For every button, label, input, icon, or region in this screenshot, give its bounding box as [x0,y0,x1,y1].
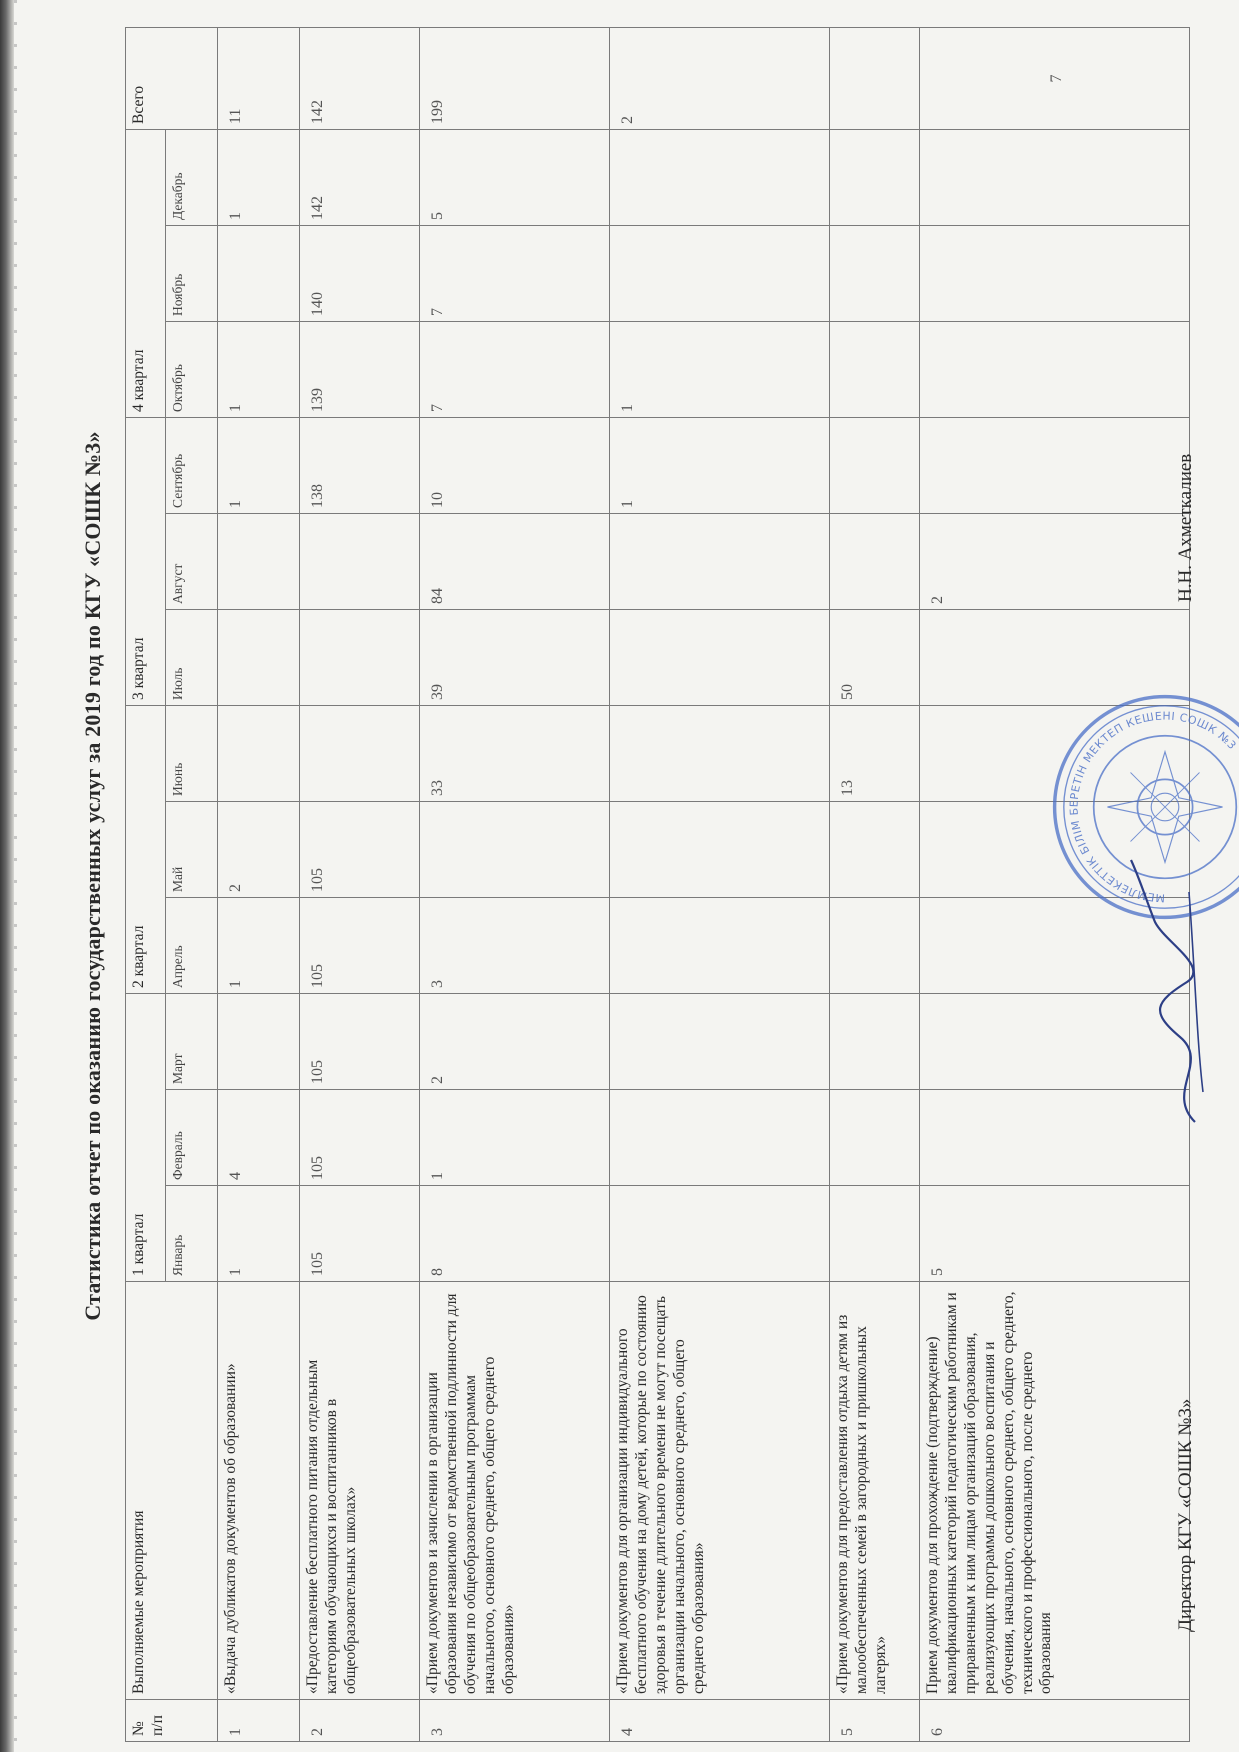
row-total: 7 [920,27,1190,129]
month-value-cell [218,225,300,321]
month-value-cell [300,609,420,705]
month-value-cell [610,705,830,801]
month-value-cell: 33 [420,705,610,801]
month-value-cell [830,993,920,1089]
month-value-cell: 1 [610,321,830,417]
header-month-11: Ноябрь [166,225,218,321]
signature-position: Директор КГУ «СОШК №3» [1175,1398,1196,1632]
table-row [610,27,830,1741]
month-value-cell: 105 [300,1186,420,1282]
month-value-cell: 5 [920,1186,1190,1282]
month-value-cell: 3 [420,897,610,993]
month-value-cell: 1 [420,1090,610,1186]
table-row [218,27,300,1741]
month-value-cell [218,993,300,1089]
header-month-7: Июль [166,609,218,705]
row-number: 4 [610,1700,830,1742]
month-value-cell: 1 [218,897,300,993]
month-value-cell [300,705,420,801]
row-total: 199 [420,27,610,129]
document-title: Статистика отчет по оказанию государственных услуг за 2019 год по КГУ «СОШК №3» [80,431,105,1321]
report-table [125,27,1190,1742]
row-total: 2 [610,27,830,129]
header-month-6: Июнь [166,705,218,801]
row-number: 2 [300,1700,420,1742]
month-value-cell [920,321,1190,417]
table-row [420,27,610,1741]
month-value-cell: 39 [420,609,610,705]
month-value-cell [610,1090,830,1186]
header-month-3: Март [166,993,218,1089]
row-total: 11 [218,27,300,129]
month-value-cell [610,801,830,897]
month-value-cell: 105 [300,993,420,1089]
month-value-cell: 1 [218,1186,300,1282]
header-quarter-1: 1 квартал [126,993,166,1281]
month-value-cell [610,513,830,609]
header-quarter-2: 2 квартал [126,705,166,993]
month-value-cell: 2 [920,513,1190,609]
table-row [830,27,920,1741]
month-value-cell [830,129,920,225]
row-number: 6 [920,1700,1190,1742]
month-value-cell [610,897,830,993]
month-value-cell: 2 [420,993,610,1089]
month-value-cell: 1 [218,129,300,225]
header-total: Всего [126,27,218,129]
month-value-cell [830,321,920,417]
header-no: № п/п [126,1700,218,1742]
month-value-cell: 140 [300,225,420,321]
header-month-1: Январь [166,1186,218,1282]
month-value-cell: 138 [300,417,420,513]
month-value-cell: 139 [300,321,420,417]
month-value-cell [420,801,610,897]
month-value-cell [218,705,300,801]
month-value-cell [300,513,420,609]
month-value-cell: 13 [830,705,920,801]
header-quarter-4: 4 квартал [126,129,166,417]
month-value-cell [830,225,920,321]
month-value-cell: 105 [300,1090,420,1186]
header-month-5: Май [166,801,218,897]
month-value-cell: 105 [300,897,420,993]
month-value-cell: 8 [420,1186,610,1282]
month-value-cell: 7 [420,321,610,417]
month-value-cell [610,609,830,705]
header-month-8: Август [166,513,218,609]
row-number: 3 [420,1700,610,1742]
month-value-cell: 2 [218,801,300,897]
month-value-cell: 7 [420,225,610,321]
month-value-cell [920,129,1190,225]
row-activity: «Предоставление бесплатного питания отдельным категориям обучающихся и воспитанников в общеобразовательных школах» [300,1282,420,1700]
row-activity: «Прием документов и зачислении в организации образования независимо от ведомственной подлинности для обучения по общеобразовательным программам начальногоо, основного среднего, общего среднего образования» [420,1282,610,1700]
month-value-cell [920,225,1190,321]
header-month-10: Октябрь [166,321,218,417]
header-month-12: Декабрь [166,129,218,225]
table-row [300,27,420,1741]
month-value-cell: 10 [420,417,610,513]
month-value-cell [610,225,830,321]
stamp-text: МЕМЛЕКЕТТІК БІЛІМ БЕРЕТІН МЕКТЕП КЕШЕНІ СОШК №3 [1067,709,1239,905]
month-value-cell [920,417,1190,513]
month-value-cell [830,801,920,897]
signature-name: Н.Н. Ахметкалиев [1175,453,1196,602]
month-value-cell: 50 [830,609,920,705]
month-value-cell [830,417,920,513]
header-month-2: Февраль [166,1090,218,1186]
header-month-9: Сентябрь [166,417,218,513]
month-value-cell: 142 [300,129,420,225]
month-value-cell [830,1090,920,1186]
month-value-cell [218,609,300,705]
row-number: 5 [830,1700,920,1742]
month-value-cell [830,1186,920,1282]
month-value-cell: 1 [218,417,300,513]
month-value-cell: 105 [300,801,420,897]
month-value-cell [830,897,920,993]
month-value-cell: 1 [610,417,830,513]
header-month-4: Апрель [166,897,218,993]
header-activity: Выполняемые мероприятия [126,1282,218,1700]
row-total: 142 [300,27,420,129]
row-activity: «Прием документов для организации индивидуального бесплатного обучения на дому детей, которые по состоянию здоровья в течение длительного времени не могут посещать организации начального, основного среднего, общего среднего образования» [610,1282,830,1700]
month-value-cell: 5 [420,129,610,225]
handwritten-signature [1125,852,1225,1132]
month-value-cell: 4 [218,1090,300,1186]
month-value-cell: 84 [420,513,610,609]
month-value-cell: 1 [218,321,300,417]
month-value-cell [830,513,920,609]
month-value-cell [218,513,300,609]
month-value-cell [610,129,830,225]
row-activity: «Прием документов для предоставления отдыха детям из малообеспеченных семей в загородных и пришкольных лагерях» [830,1282,920,1700]
row-activity: Прием документов для прохождение (подтверждение) квалификационных категорий педагогическим работникам и приравненным к ним лицам организаций образования, реализующих программы дошкольного воспитания и обучения, начального, основного среднего, общего среднего, технического и профессионального, после среднего образования [920,1282,1190,1700]
month-value-cell [610,993,830,1089]
header-quarter-3: 3 квартал [126,417,166,705]
row-total [830,27,920,129]
row-activity: «Выдача дубликатов документов об образовании» [218,1282,300,1700]
month-value-cell [610,1186,830,1282]
row-number: 1 [218,1700,300,1742]
